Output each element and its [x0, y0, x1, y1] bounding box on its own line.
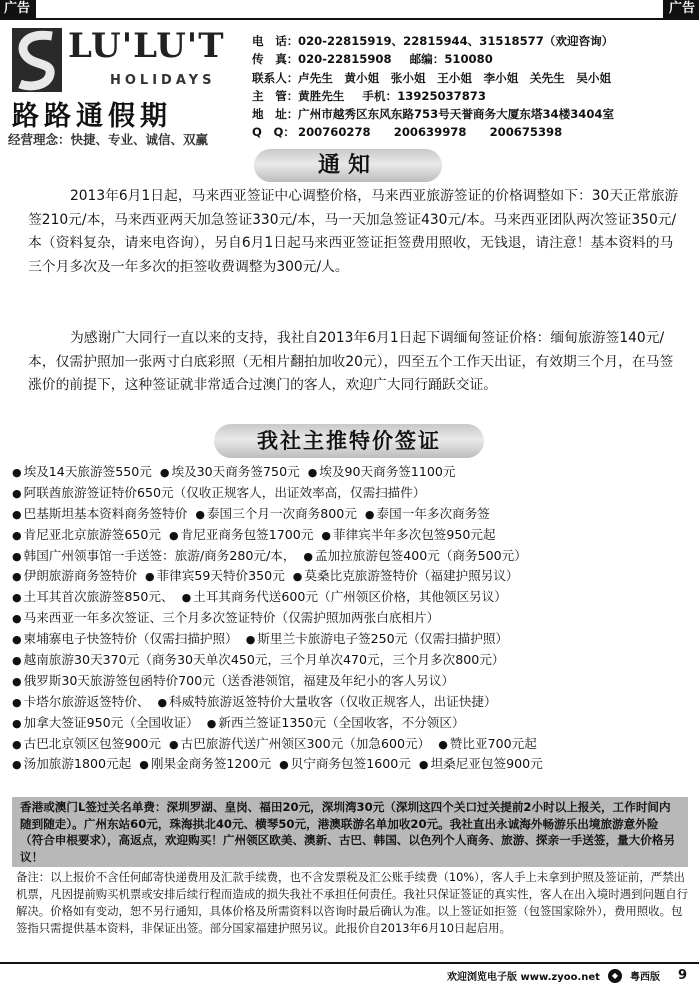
contact-label: 地 址：: [252, 107, 299, 122]
specials-heading: 我社主推特价签证: [214, 424, 484, 458]
special-item-text: 菲律宾半年多次包签950元起: [333, 526, 496, 542]
special-item-text: 刚果金商务签1200元: [150, 756, 272, 772]
special-item: [169, 527, 313, 542]
bullet-icon: ●: [12, 612, 22, 626]
special-item-text: 赞比亚700元起: [449, 735, 537, 751]
bullet-icon: ●: [12, 716, 22, 730]
special-item: [145, 568, 285, 583]
logo-subtitle: HOLIDAYS: [110, 73, 216, 88]
contact-fax: [252, 50, 698, 68]
contact-qq: [252, 123, 698, 141]
special-item-text: 马来西亚一年多次签证、三个月多次签证特价（仅需护照加两张白底相片）: [23, 610, 440, 626]
special-item-text: 古巴北京领区包签900元: [23, 735, 161, 751]
special-item-text: 伊朗旅游商务签特价: [23, 568, 137, 584]
special-item: [12, 485, 425, 500]
bullet-icon: ●: [206, 716, 217, 730]
specials-row: [12, 504, 688, 525]
contact-persons: [252, 69, 698, 87]
special-item: [279, 756, 411, 771]
special-item-text: 泰国三个月一次商务800元: [206, 505, 357, 521]
special-item-text: 新西兰签证1350元（全国收客，不分领区）: [218, 714, 465, 730]
ad-label-left: 广告: [0, 0, 36, 18]
bullet-icon: ●: [12, 507, 22, 521]
special-item: [419, 756, 543, 771]
special-item: [365, 506, 490, 521]
page-number: 9: [677, 968, 687, 983]
bullet-icon: ●: [139, 758, 149, 772]
bullet-icon: ●: [321, 528, 332, 542]
bullet-icon: ●: [12, 466, 22, 479]
bullet-icon: ●: [169, 528, 179, 542]
logo-mark-icon: [12, 28, 62, 92]
special-item: [246, 631, 508, 646]
special-item-text: 加拿大签证950元（全国收证）: [23, 714, 199, 730]
special-item: [438, 736, 537, 751]
special-item-text: 埃及14天旅游签550元: [23, 464, 152, 479]
company-logo: [8, 26, 240, 154]
bullet-icon: ●: [12, 549, 22, 563]
contact-label: 传 真：: [252, 52, 299, 67]
special-item: [12, 548, 295, 563]
specials-row: [12, 713, 688, 734]
bullet-icon: ●: [364, 507, 375, 521]
contact-extra-label: 手机：: [362, 88, 398, 103]
special-item: [12, 756, 131, 771]
bullet-icon: ●: [12, 654, 22, 668]
specials-row: [12, 587, 688, 608]
contact-phone: [252, 32, 698, 50]
bullet-icon: ●: [303, 549, 314, 563]
special-item-text: 贝宁商务包签1600元: [290, 756, 411, 772]
specials-row: [12, 525, 688, 546]
footer-website: 欢迎浏览电子版 www.zyoo.net: [447, 972, 600, 983]
special-item: [139, 756, 271, 771]
specials-row: [12, 629, 688, 650]
bullet-icon: ●: [12, 570, 22, 584]
specials-list: [12, 462, 688, 775]
logo-chinese-name: 路路通假期: [12, 101, 172, 132]
bullet-icon: ●: [418, 758, 429, 772]
special-item-text: 斯里兰卡旅游电子签250元（仅需扫描护照）: [257, 631, 509, 647]
special-item-text: 巴基斯坦基本资料商务签特价: [23, 505, 188, 521]
special-item-text: 柬埔寨电子快签特价（仅需扫描护照）: [23, 631, 238, 647]
bullet-icon: ●: [12, 758, 22, 772]
special-item: [12, 568, 137, 583]
special-item: [12, 589, 174, 604]
contact-manager: [252, 87, 698, 105]
special-item: [182, 589, 507, 604]
special-item: [195, 506, 357, 521]
special-item-text: 孟加拉旅游包签400元（商务500元）: [315, 547, 527, 563]
bullet-icon: ●: [144, 570, 155, 584]
special-item: [12, 736, 161, 751]
hk-macau-notice-box: 香港或澳门L签过关名单费：深圳罗湖、皇岗、福田20元，深圳湾30元（深圳这四个关口过关提前2小时以上报关，工作时间内随到随走）。广州东站60元，珠海拱北40元、横琴50元，港澳联游名单加收20元。我社直出永诚海外畅游乐出境旅游意外险（符合申根要求），高返点，欢迎购买！广州领区欧美、澳新、古巴、韩国、以色列个人商务、旅游、探亲一手送签，量大价格另议！: [12, 797, 688, 867]
bullet-icon: ●: [181, 591, 192, 605]
bullet-icon: ●: [157, 695, 168, 709]
bullet-icon: ●: [159, 466, 170, 479]
special-item-text: 肯尼亚北京旅游签650元: [23, 526, 161, 542]
contact-label: Q Q：: [252, 125, 295, 140]
special-item: [303, 548, 526, 563]
specials-row: [12, 483, 688, 504]
remarks: 备注：以上报价不含任何邮寄快递费用及汇款手续费，也不含发票税及汇公账手续费（10%），客人手上未拿到护照及签证前，严禁出机票，凡因提前购买机票或安排后续行程而造成的损失我社不承担任何责任。我社只保证签证的真实性，客人在出入境时遇到问题自行解决。价格如有变动，恕不另行通知，具体价格及所需资料以咨询时最后确认为准。以上签证如拒签（包签国家除外），费用照收。包签指只需提供基本资料，非保证出签。部分国家福建护照另议。此报价自2013年6月10日起启用。: [16, 870, 689, 935]
special-item: [308, 464, 456, 479]
bullet-icon: ●: [12, 737, 22, 751]
special-item: [169, 736, 430, 751]
bullet-icon: ●: [12, 528, 22, 542]
bullet-icon: ●: [12, 695, 22, 709]
contact-label: 联系人：: [252, 70, 299, 85]
footer: [447, 968, 687, 983]
special-item-text: 菲律宾59天特价350元: [156, 568, 285, 584]
special-item: [160, 464, 300, 479]
bullet-icon: ●: [245, 633, 256, 647]
bullet-icon: ●: [12, 633, 22, 647]
contact-extra-label: 邮编：: [409, 52, 445, 67]
notice-paragraph-2: 为感谢广大同行一直以来的支持，我社自2013年6月1日起下调缅甸签证价格：缅甸旅游签140元/本，仅需护照加一张两寸白底彩照（无相片翻拍加收20元），四至五个工作天出证，有效期三个月，在马签涨价的前提下，这种签证就非常适合过澳门的客人，欢迎广大同行踊跃交证。: [28, 330, 674, 393]
special-item-text: 土耳其商务代送600元（广州领区价格，其他领区另议）: [193, 589, 507, 605]
special-item-text: 埃及30天商务签750元: [171, 464, 300, 479]
special-item-text: 莫桑比克旅游签特价（福建护照另议）: [304, 568, 519, 584]
special-item: [12, 527, 161, 542]
specials-row: [12, 546, 688, 567]
contact-extra-value: 510080: [444, 52, 493, 67]
contact-label: 电 话：: [252, 34, 299, 48]
special-item: [12, 715, 199, 730]
specials-row: [12, 754, 688, 775]
contact-extra-value: 13925037873: [397, 88, 486, 103]
bullet-icon: ●: [12, 591, 22, 605]
special-item: [12, 464, 152, 479]
special-item-text: 肯尼亚商务包签1700元: [180, 526, 314, 542]
top-rule: [0, 18, 699, 20]
special-item: [12, 652, 504, 667]
special-item: [12, 631, 238, 646]
special-item-text: 阿联酋旅游签证特价650元（仅收正规客人，出证效率高，仅需扫描件）: [23, 484, 426, 500]
specials-row: [12, 608, 688, 629]
special-item-text: 越南旅游30天370元（商务30天单次450元，三个月单次470元，三个月多次800元）: [23, 652, 505, 668]
special-item-text: 俄罗斯30天旅游签包函特价700元（送香港领馆，福建及年纪小的客人另议）: [23, 672, 455, 688]
specials-row: [12, 566, 688, 587]
logo-name: LU'LU'T: [68, 26, 225, 66]
bullet-icon: ●: [12, 674, 22, 688]
specials-row: [12, 462, 688, 483]
special-item: [12, 694, 150, 709]
special-item: [12, 506, 187, 521]
contact-value: 020-22815908: [298, 52, 392, 67]
ad-label-right: 广告: [663, 0, 699, 18]
special-item: [293, 568, 519, 583]
special-item: [207, 715, 465, 730]
contact-label: 主 管：: [252, 88, 299, 103]
bottom-rule: [0, 962, 699, 964]
special-item-text: 韩国广州领事馆一手送签：旅游/商务280元/本，: [23, 547, 296, 563]
logo-tagline: 经营理念：快捷、专业、诚信、双赢: [8, 132, 209, 147]
special-item-text: 科威特旅游返签特价大量收客（仅收正规客人，出证快捷）: [169, 693, 497, 709]
special-item-text: 土耳其首次旅游签850元、: [23, 589, 174, 605]
special-item-text: 坦桑尼亚包签900元: [430, 756, 543, 772]
specials-row: [12, 650, 688, 671]
special-item-text: 泰国一年多次商务签: [376, 505, 490, 521]
special-item: [158, 694, 497, 709]
contact-value: 黄胜先生: [298, 88, 345, 103]
contact-block: [252, 32, 698, 142]
specials-row: [12, 692, 688, 713]
contact-address: [252, 105, 698, 123]
contact-value: 200760278 200639978 200675398: [298, 125, 563, 140]
contact-value: 卢先生 黄小姐 张小姐 王小姐 李小姐 关先生 吴小姐: [298, 70, 612, 85]
bullet-icon: ●: [169, 737, 179, 751]
bullet-icon: ●: [438, 737, 448, 751]
specials-row: [12, 734, 688, 755]
special-item: [321, 527, 495, 542]
bullet-icon: ●: [279, 758, 289, 772]
specials-row: [12, 671, 688, 692]
footer-edition: 粤西版: [629, 972, 660, 983]
notice-paragraph-1: 2013年6月1日起，马来西亚签证中心调整价格，马来西亚旅游签证的价格调整如下：30天正常旅游签210元/本，马来西亚两天加急签证330元/本，马一天加急签证430元/本。马来西亚团队两次签证350元/本（资料复杂，请来电咨询），另自6月1日起马来西亚签证拒签费用照收，无钱退，请注意！基本资料的马三个月多次及一年多次的拒签收费调整为300元/人。: [28, 188, 679, 275]
special-item-text: 汤加旅游1800元起: [23, 756, 132, 772]
notice-heading: 通知: [254, 149, 442, 182]
bullet-icon: ●: [307, 466, 318, 479]
special-item-text: 埃及90天商务签1100元: [319, 464, 456, 479]
special-item-text: 卡塔尔旅游返签特价、: [23, 693, 150, 709]
bullet-icon: ●: [292, 570, 303, 584]
bullet-icon: ●: [195, 507, 205, 521]
footer-badge-icon: ◆: [608, 969, 622, 983]
special-item: [12, 673, 454, 688]
contact-value: 广州市越秀区东风东路753号天誉商务大厦东塔34楼3404室: [298, 107, 615, 122]
contact-value: 020-22815919、22815944、31518577（欢迎咨询）: [298, 34, 614, 48]
special-item-text: 古巴旅游代送广州领区300元（加急600元）: [180, 735, 431, 751]
bullet-icon: ●: [12, 486, 22, 500]
special-item: [12, 610, 439, 625]
